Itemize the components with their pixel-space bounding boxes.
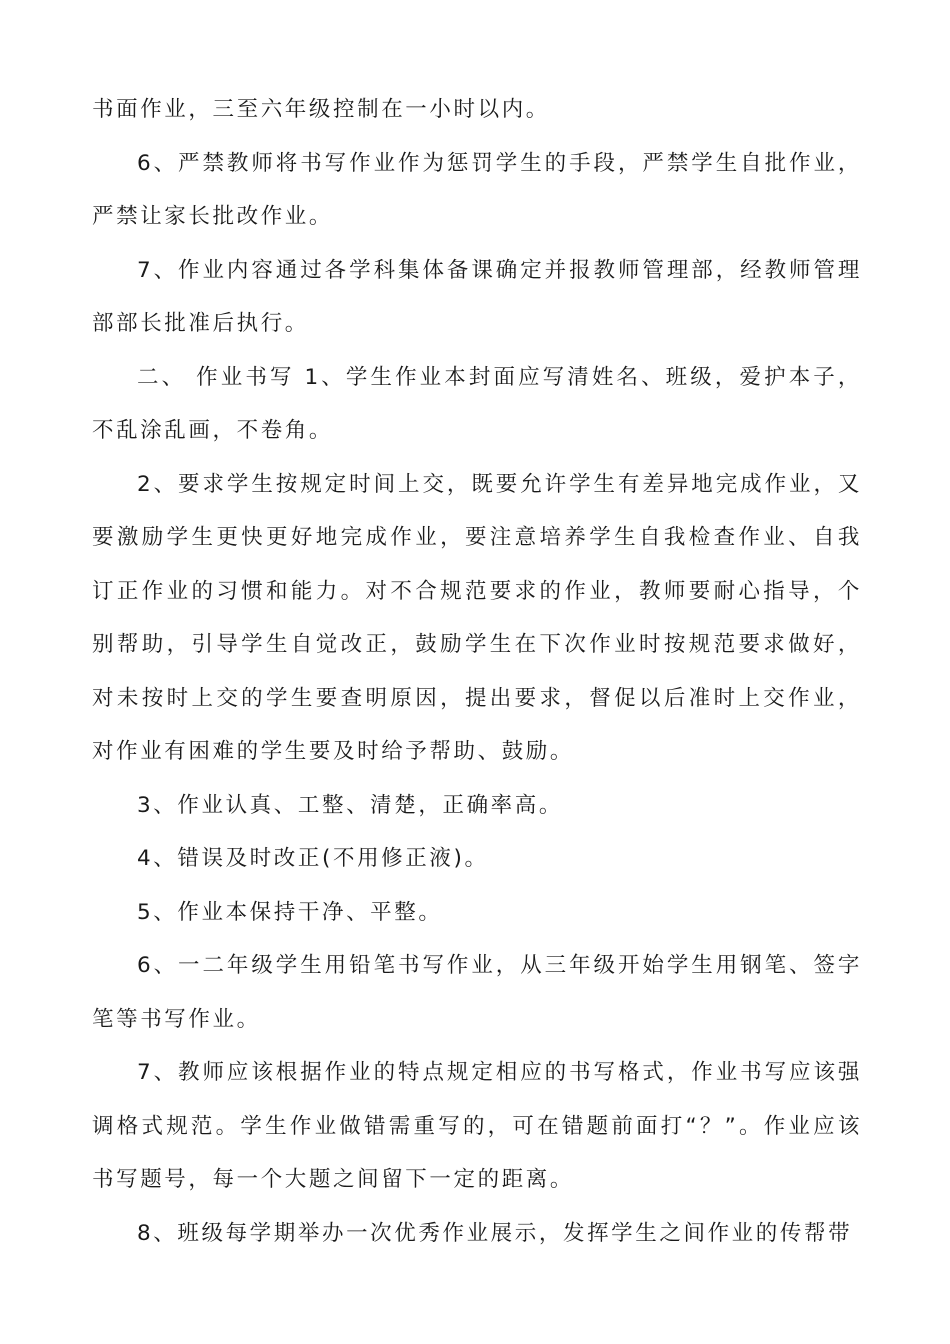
paragraph-writing-rule-6: 6、一二年级学生用铅笔书写作业，从三年级开始学生用钢笔、签字笔等书写作业。 [92,953,862,1032]
paragraph-writing-rule-3: 3、作业认真、工整、清楚，正确率高。 [137,792,563,818]
paragraph-writing-rule-8: 8、班级每学期举办一次优秀作业展示，发挥学生之间作业的传帮带 [137,1220,853,1246]
paragraph-rule-6: 6、严禁教师将书写作业作为惩罚学生的手段，严禁学生自批作业，严禁让家长批改作业。 [92,150,862,229]
paragraph-writing-rule-4: 4、错误及时改正(不用修正液)。 [137,846,489,871]
paragraph-writing-rule-2: 2、要求学生按规定时间上交，既要允许学生有差异地完成作业，又要激励学生更快更好地完成作业，要注意培养学生自我检查作业、自我订正作业的习惯和能力。对不合规范要求的作业，教师要耐心指导，个别帮助，引导学生自觉改正，鼓励学生在下次作业时按规范要求做好，对未按时上交的学生要查明原因，提出要求，督促以后准时上交作业，对作业有困难的学生要及时给予帮助、鼓励。 [92,471,862,764]
paragraph-continuation: 书面作业，三至六年级控制在一小时以内。 [92,97,550,122]
paragraph-rule-7: 7、作业内容通过各学科集体备课确定并报教师管理部，经教师管理部部长批准后执行。 [92,257,862,336]
document-body [92,83,862,1260]
paragraph-section-2-writing: 二、 作业书写 1、学生作业本封面应写清姓名、班级，爱护本子，不乱涂乱画，不卷角。 [92,364,862,443]
paragraph-writing-rule-5: 5、作业本保持干净、平整。 [137,899,443,925]
paragraph-writing-rule-7: 7、教师应该根据作业的特点规定相应的书写格式，作业书写应该强调格式规范。学生作业做错需重写的，可在错题前面打“？”。作业应该书写题号，每一个大题之间留下一定的距离。 [92,1060,862,1192]
